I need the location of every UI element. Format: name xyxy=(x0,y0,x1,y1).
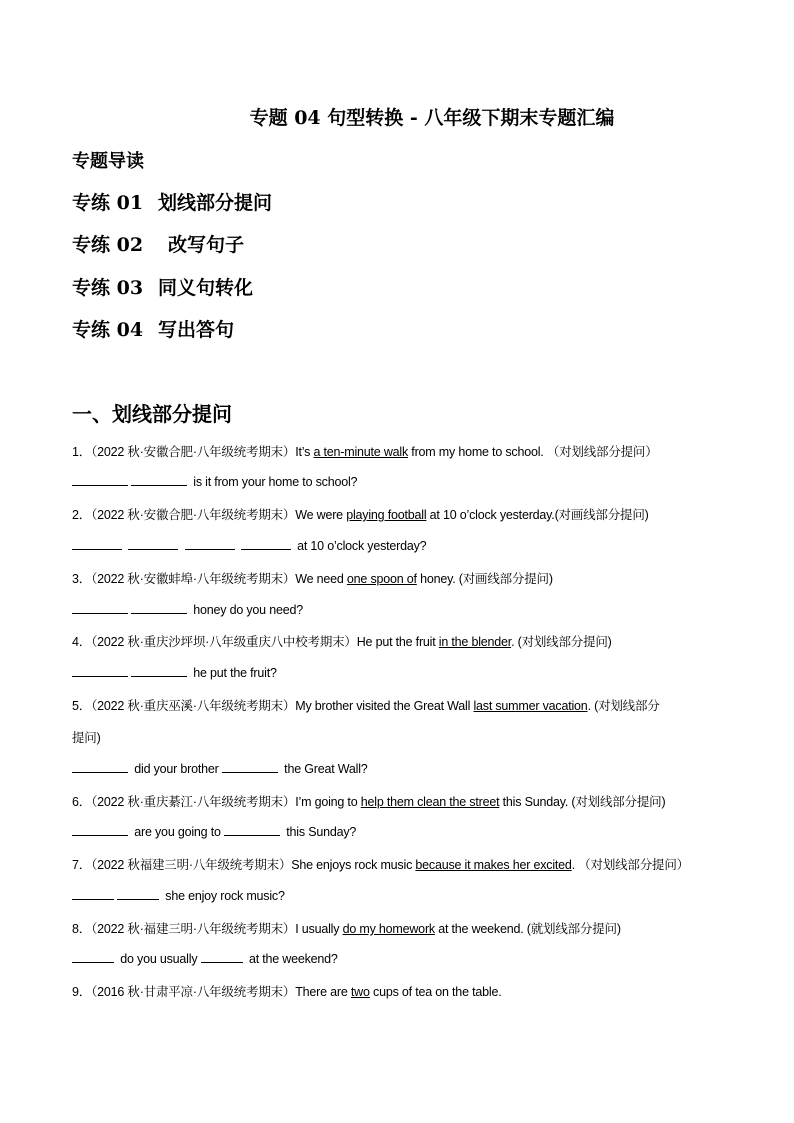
question-number: 4． xyxy=(72,635,92,649)
question-text: 提问) xyxy=(72,731,101,745)
answer-blank[interactable] xyxy=(72,887,114,900)
drill-label: 写出答句 xyxy=(158,319,235,341)
answer-blank[interactable] xyxy=(72,601,128,614)
drill-label: 划线部分提问 xyxy=(158,192,273,214)
question-4 xyxy=(72,632,612,650)
underlined-part: two xyxy=(350,985,370,999)
answer-text: at the weekend? xyxy=(245,952,338,966)
question-number: 8． xyxy=(72,922,92,936)
answer-text: at 10 o’clock yesterday? xyxy=(293,539,427,553)
drill-item-04 xyxy=(72,315,234,342)
question-1 xyxy=(72,442,658,460)
question-8 xyxy=(72,919,621,937)
answer-blank[interactable] xyxy=(131,601,187,614)
answer-line-7 xyxy=(72,887,285,903)
answer-blank[interactable] xyxy=(222,760,278,773)
question-source: （2022 秋·福建三明·八年级统考期末） xyxy=(91,922,296,936)
underlined-part: because it makes her excited xyxy=(415,858,572,872)
answer-text: are you going to xyxy=(131,825,224,839)
answer-text: honey do you need? xyxy=(190,603,303,617)
answer-blank[interactable] xyxy=(224,823,280,836)
question-5 xyxy=(72,696,660,714)
answer-text: do you usually xyxy=(117,952,201,966)
question-6 xyxy=(72,792,665,810)
drill-label: 同义句转化 xyxy=(158,277,254,299)
question-9 xyxy=(72,982,501,1000)
page-title: 专题 04 句型转换 - 八年级下期末专题汇编 xyxy=(249,107,615,129)
question-number: 2． xyxy=(72,508,92,522)
question-source: （2022 秋·重庆巫溪·八年级统考期末） xyxy=(91,699,296,713)
question-text: cups of tea on the table. xyxy=(369,985,502,999)
answer-line-1 xyxy=(72,473,357,489)
underlined-part: help them clean the street xyxy=(360,795,500,809)
question-text: . (对划线部分提问) xyxy=(511,635,612,649)
question-7 xyxy=(72,855,689,873)
question-source: （2022 秋·安徽合肥·八年级统考期末） xyxy=(91,445,296,459)
guide-heading: 专题导读 xyxy=(72,151,144,172)
drill-item-01 xyxy=(72,188,272,215)
answer-blank[interactable] xyxy=(201,950,243,963)
answer-blank[interactable] xyxy=(72,950,114,963)
underlined-part: do my homework xyxy=(342,922,435,936)
answer-blank[interactable] xyxy=(131,664,187,677)
question-source: （2022 秋·重庆沙坪坝·八年级重庆八中校考期末） xyxy=(91,635,357,649)
answer-line-8 xyxy=(72,950,338,966)
answer-blank[interactable] xyxy=(131,473,187,486)
question-text: at the weekend. (就划线部分提问) xyxy=(434,922,621,936)
answer-blank[interactable] xyxy=(185,537,235,550)
question-text: this Sunday. (对划线部分提问) xyxy=(499,795,666,809)
answer-blank[interactable] xyxy=(128,537,178,550)
answer-line-4 xyxy=(72,664,277,680)
answer-line-2 xyxy=(72,537,426,553)
question-text: . （对划线部分提问） xyxy=(571,858,689,872)
answer-line-5 xyxy=(72,760,368,776)
answer-text: the Great Wall? xyxy=(280,762,368,776)
question-text: I’m going to xyxy=(295,795,361,809)
question-text: from my home to school. （对划线部分提问） xyxy=(408,445,658,459)
question-number: 5． xyxy=(72,699,92,713)
answer-text: did your brother xyxy=(131,762,222,776)
section-title: 一、划线部分提问 xyxy=(72,402,232,426)
answer-text: is it from your home to school? xyxy=(190,475,358,489)
question-3 xyxy=(72,569,553,587)
question-source: （2022 秋·安徽合肥·八年级统考期末） xyxy=(91,508,296,522)
question-text: We were xyxy=(295,508,347,522)
question-text: at 10 o’clock yesterday.(对画线部分提问) xyxy=(426,508,649,522)
question-source: （2022 秋·重庆綦江·八年级统考期末） xyxy=(91,795,296,809)
question-number: 1． xyxy=(72,445,92,459)
drill-label: 改写句子 xyxy=(168,234,245,256)
question-text: My brother visited the Great Wall xyxy=(295,699,474,713)
answer-blank[interactable] xyxy=(241,537,291,550)
underlined-part: a ten-minute walk xyxy=(313,445,409,459)
answer-text: this Sunday? xyxy=(283,825,357,839)
question-text: There are xyxy=(295,985,351,999)
question-source: （2016 秋·甘肃平凉·八年级统考期末） xyxy=(91,985,296,999)
answer-text: she enjoy rock music? xyxy=(162,889,285,903)
answer-blank[interactable] xyxy=(72,537,122,550)
underlined-part: playing football xyxy=(346,508,427,522)
drill-code: 专练 03 xyxy=(72,277,144,299)
question-2 xyxy=(72,505,649,523)
drill-code: 专练 01 xyxy=(72,192,144,214)
question-text: honey. (对画线部分提问) xyxy=(416,572,553,586)
answer-blank[interactable] xyxy=(72,823,128,836)
question-source: （2022 秋福建三明·八年级统考期末） xyxy=(91,858,292,872)
question-text: She enjoys rock music xyxy=(291,858,416,872)
question-text: . (对划线部分 xyxy=(587,699,660,713)
underlined-part: one spoon of xyxy=(346,572,417,586)
answer-blank[interactable] xyxy=(72,473,128,486)
drill-code: 专练 02 xyxy=(72,234,144,256)
question-number: 9． xyxy=(72,985,92,999)
answer-text: he put the fruit? xyxy=(190,666,277,680)
answer-line-6 xyxy=(72,823,356,839)
drill-item-02 xyxy=(72,230,244,257)
question-text: He put the fruit xyxy=(356,635,439,649)
question-source: （2022 秋·安徽蚌埠·八年级统考期末） xyxy=(91,572,296,586)
answer-blank[interactable] xyxy=(72,760,128,773)
question-text: I usually xyxy=(295,922,343,936)
answer-line-3 xyxy=(72,601,303,617)
answer-blank[interactable] xyxy=(117,887,159,900)
answer-blank[interactable] xyxy=(72,664,128,677)
underlined-part: in the blender xyxy=(438,635,512,649)
question-text: It’s xyxy=(295,445,314,459)
drill-item-03 xyxy=(72,273,253,300)
question-5-continued xyxy=(72,728,101,746)
question-text: We need xyxy=(295,572,347,586)
drill-code: 专练 04 xyxy=(72,319,144,341)
question-number: 3． xyxy=(72,572,92,586)
question-number: 7． xyxy=(72,858,92,872)
underlined-part: last summer vacation xyxy=(473,699,588,713)
question-number: 6． xyxy=(72,795,92,809)
